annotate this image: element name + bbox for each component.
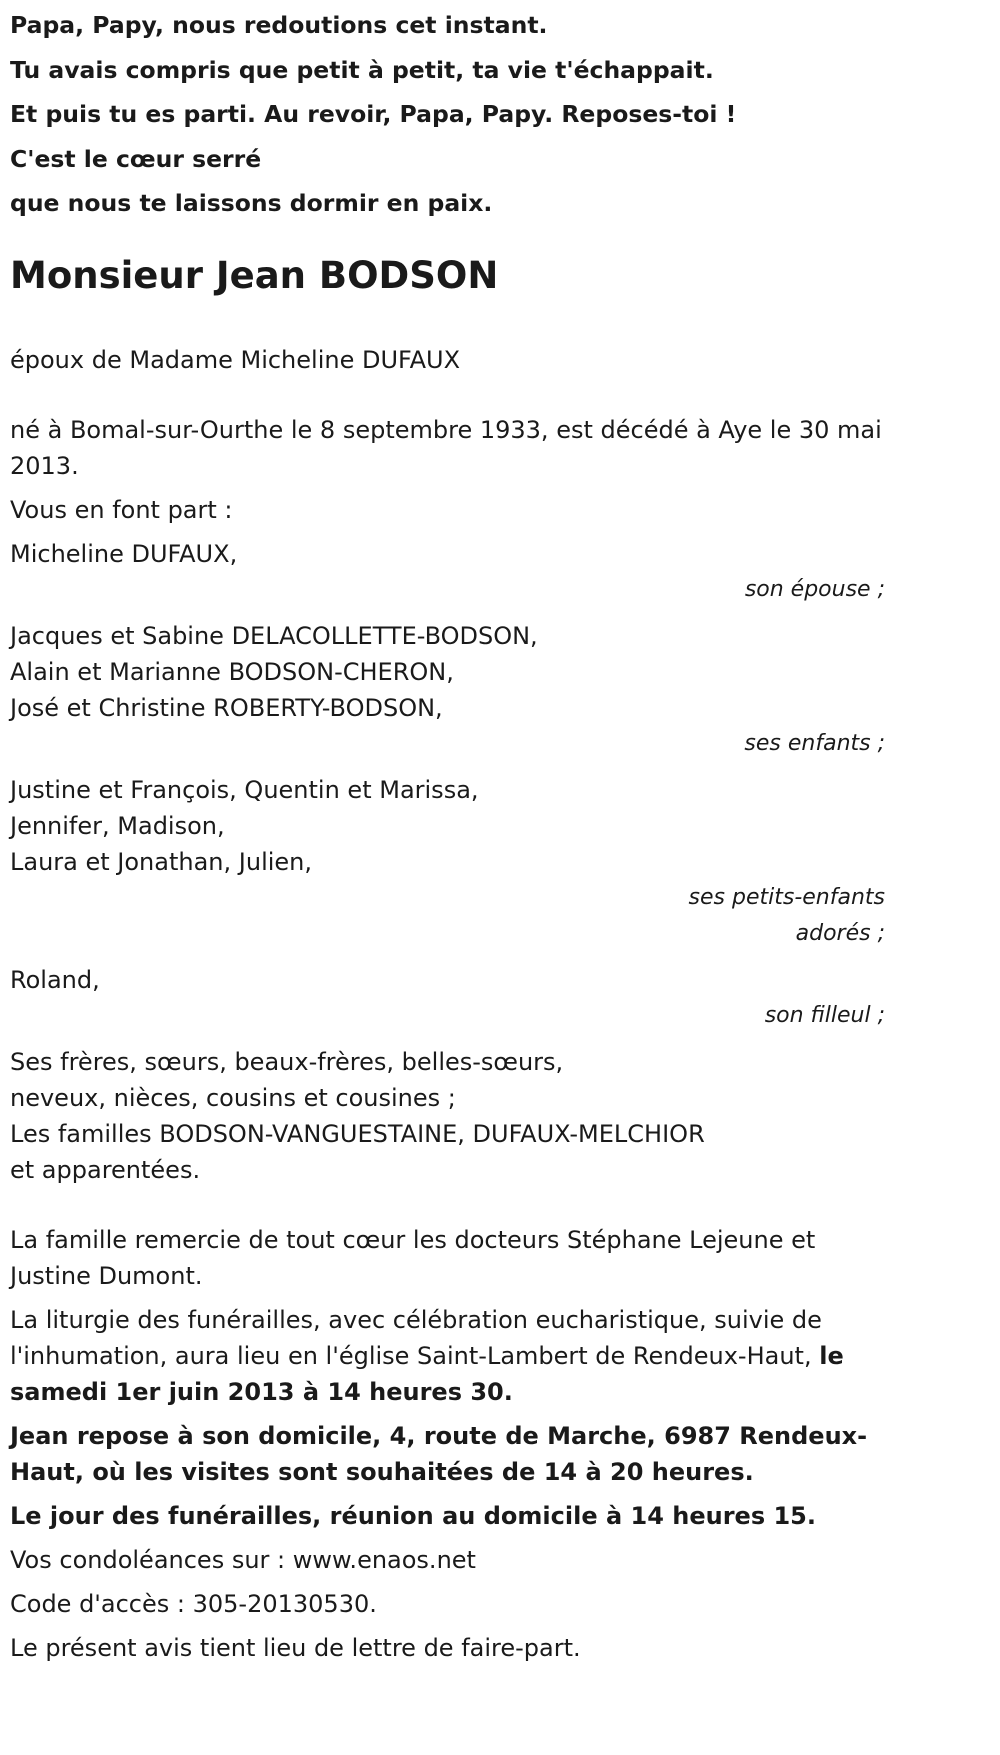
family-group-godson bbox=[10, 962, 885, 1034]
family-role: ses petits-enfants bbox=[688, 884, 885, 910]
liturgy-text: La liturgie des funérailles, avec célébration eucharistique, suivie de l'inhumation, aura lieu en l'église Saint-Lambert de Rendeux-Haut, bbox=[10, 1305, 822, 1370]
family-role: adorés ; bbox=[795, 920, 885, 946]
poem-line: Tu avais compris que petit à petit, ta vie t'échappait. bbox=[10, 55, 714, 84]
family-role: son épouse ; bbox=[744, 576, 885, 602]
access-code-line: Code d'accès : 305-20130530. bbox=[10, 1589, 377, 1618]
family-line: neveux, nièces, cousins et cousines ; bbox=[10, 1083, 456, 1112]
family-name: Jennifer, Madison, bbox=[10, 811, 225, 840]
notice-line: Le présent avis tient lieu de lettre de faire-part. bbox=[10, 1633, 581, 1662]
condolences-line: Vos condoléances sur : www.enaos.net bbox=[10, 1545, 476, 1574]
family-line: Les familles BODSON-VANGUESTAINE, DUFAUX-MELCHIOR bbox=[10, 1119, 705, 1148]
poem-line: que nous te laissons dormir en paix. bbox=[10, 189, 493, 217]
spouse-line: époux de Madame Micheline DUFAUX bbox=[10, 345, 461, 374]
family-group-grandchildren bbox=[10, 772, 885, 952]
family-role: ses enfants ; bbox=[744, 730, 885, 756]
birth-death-line: né à Bomal-sur-Ourthe le 8 septembre 1933, est décédé à Aye le 30 mai 2013. bbox=[10, 415, 882, 480]
poem-line: Et puis tu es parti. Au revoir, Papa, Papy. Reposes-toi ! bbox=[10, 100, 737, 128]
liturgy-date: le samedi 1er juin 2013 à 14 heures 30. bbox=[10, 1341, 844, 1406]
family-line: Ses frères, sœurs, beaux-frères, belles-sœurs, bbox=[10, 1047, 564, 1076]
family-name: José et Christine ROBERTY-BODSON, bbox=[10, 693, 443, 722]
meeting-paragraph: Le jour des funérailles, réunion au domicile à 14 heures 15. bbox=[10, 1501, 816, 1530]
rest-paragraph: Jean repose à son domicile, 4, route de Marche, 6987 Rendeux-Haut, où les visites sont souhaitées de 14 à 20 heures. bbox=[10, 1421, 868, 1486]
family-group-children bbox=[10, 618, 885, 762]
poem-line: Papa, Papy, nous redoutions cet instant. bbox=[10, 11, 548, 39]
obituary-content bbox=[10, 0, 885, 1666]
family-name: Micheline DUFAUX, bbox=[10, 539, 238, 568]
family-name: Jacques et Sabine DELACOLLETTE-BODSON, bbox=[10, 621, 538, 650]
thanks-paragraph: La famille remercie de tout cœur les docteurs Stéphane Lejeune et Justine Dumont. bbox=[10, 1225, 816, 1290]
family-line: et apparentées. bbox=[10, 1155, 201, 1184]
family-group-others bbox=[10, 1044, 885, 1188]
poem bbox=[10, 0, 885, 226]
family-name: Justine et François, Quentin et Marissa, bbox=[10, 775, 479, 804]
family-group-spouse bbox=[10, 536, 885, 608]
announce-line: Vous en font part : bbox=[10, 495, 233, 524]
family-name: Roland, bbox=[10, 965, 100, 994]
deceased-name: Monsieur Jean BODSON bbox=[10, 253, 499, 297]
family-name: Laura et Jonathan, Julien, bbox=[10, 847, 313, 876]
liturgy-paragraph bbox=[10, 1302, 885, 1410]
family-role: son filleul ; bbox=[764, 1002, 885, 1028]
family-name: Alain et Marianne BODSON-CHERON, bbox=[10, 657, 454, 686]
poem-line: C'est le cœur serré bbox=[10, 144, 262, 173]
